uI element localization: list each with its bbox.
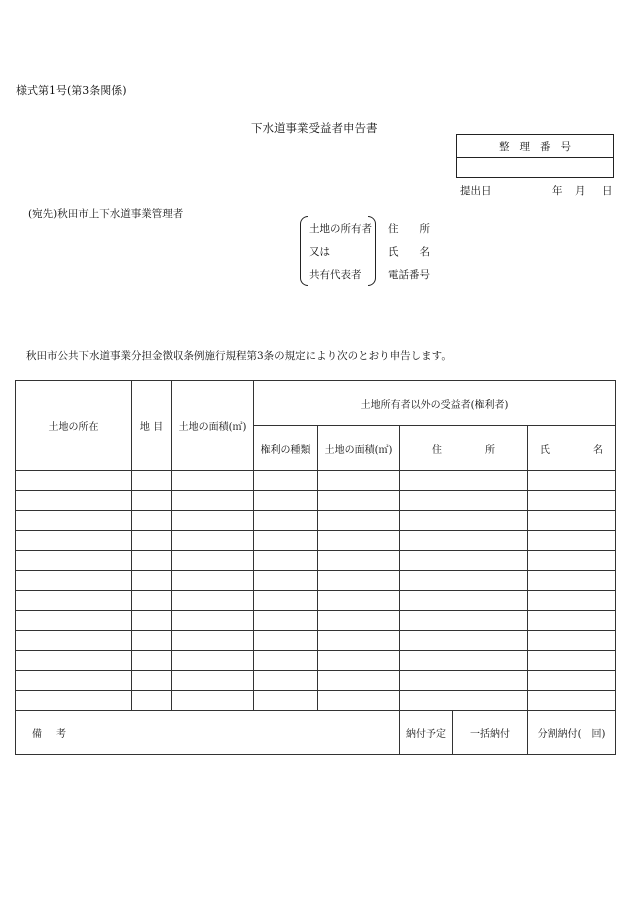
table-cell[interactable] (528, 691, 616, 711)
remarks-char-2: 考 (56, 729, 66, 740)
submission-date-label: 提出日 (460, 185, 492, 197)
reference-number-field[interactable] (457, 158, 613, 178)
table-cell[interactable] (16, 691, 132, 711)
table-cell[interactable] (16, 471, 132, 491)
table-cell[interactable] (254, 511, 318, 531)
table-cell[interactable] (132, 691, 172, 711)
table-cell[interactable] (172, 611, 254, 631)
applicant-type-or: 又は (309, 246, 330, 258)
table-cell[interactable] (254, 611, 318, 631)
table-cell[interactable] (172, 691, 254, 711)
table-cell[interactable] (400, 671, 528, 691)
table-cell[interactable] (318, 651, 400, 671)
table-cell[interactable] (132, 611, 172, 631)
applicant-phone-label: 電話番号 (388, 269, 430, 281)
header-beneficiary-area: 土地の面積(㎡) (318, 426, 400, 471)
table-cell[interactable] (172, 511, 254, 531)
table-cell[interactable] (528, 671, 616, 691)
table-cell[interactable] (528, 591, 616, 611)
applicant-type-owner: 土地の所有者 (309, 223, 372, 235)
table-cell[interactable] (172, 671, 254, 691)
table-cell[interactable] (16, 671, 132, 691)
header-address-char-2: 所 (485, 444, 495, 456)
table-cell[interactable] (318, 691, 400, 711)
table-cell[interactable] (172, 591, 254, 611)
table-cell[interactable] (132, 551, 172, 571)
table-cell[interactable] (528, 511, 616, 531)
table-cell[interactable] (528, 611, 616, 631)
table-row (16, 631, 616, 651)
table-row (16, 611, 616, 631)
table-row (16, 591, 616, 611)
table-cell[interactable] (172, 651, 254, 671)
table-cell[interactable] (400, 591, 528, 611)
submission-day-label: 日 (602, 185, 613, 197)
table-cell[interactable] (16, 531, 132, 551)
table-cell[interactable] (254, 551, 318, 571)
table-cell[interactable] (528, 651, 616, 671)
table-cell[interactable] (400, 611, 528, 631)
applicant-type-representative: 共有代表者 (309, 269, 362, 281)
table-row (16, 491, 616, 511)
table-cell[interactable] (528, 551, 616, 571)
table-row (16, 691, 616, 711)
table-cell[interactable] (318, 511, 400, 531)
table-cell[interactable] (400, 571, 528, 591)
installment-option[interactable]: 分割納付( 回) (528, 711, 616, 755)
table-cell[interactable] (318, 611, 400, 631)
table-cell[interactable] (528, 471, 616, 491)
table-cell[interactable] (400, 511, 528, 531)
table-cell[interactable] (400, 531, 528, 551)
table-row (16, 571, 616, 591)
table-cell[interactable] (172, 491, 254, 511)
declaration-statement: 秋田市公共下水道事業分担金徴収条例施行規程第3条の規定により次のとおり申告します。 (26, 350, 452, 362)
table-cell[interactable] (254, 491, 318, 511)
table-cell[interactable] (132, 491, 172, 511)
table-cell[interactable] (16, 551, 132, 571)
table-row (16, 511, 616, 531)
table-cell[interactable] (528, 631, 616, 651)
header-beneficiary-name (528, 426, 616, 471)
table-cell[interactable] (318, 531, 400, 551)
table-cell[interactable] (254, 651, 318, 671)
table-cell[interactable] (254, 471, 318, 491)
table-cell[interactable] (16, 591, 132, 611)
payment-plan-label: 納付予定 (400, 711, 453, 754)
table-cell[interactable] (132, 531, 172, 551)
applicant-address-label: 住 所 (388, 223, 430, 235)
table-cell[interactable] (132, 511, 172, 531)
table-cell[interactable] (318, 571, 400, 591)
table-cell[interactable] (528, 491, 616, 511)
table-cell[interactable] (318, 591, 400, 611)
submission-year-label: 年 (552, 185, 563, 197)
header-right-type: 権利の種類 (254, 426, 318, 471)
remarks-cell[interactable] (16, 711, 400, 755)
table-cell[interactable] (16, 511, 132, 531)
header-name-char-1: 氏 (540, 444, 550, 456)
header-land-location: 土地の所在 (16, 381, 132, 471)
table-cell[interactable] (400, 551, 528, 571)
table-cell[interactable] (254, 591, 318, 611)
table-cell[interactable] (172, 571, 254, 591)
table-cell[interactable] (16, 491, 132, 511)
table-row (16, 671, 616, 691)
table-cell[interactable] (16, 571, 132, 591)
table-cell[interactable] (400, 471, 528, 491)
table-cell[interactable] (132, 591, 172, 611)
table-cell[interactable] (528, 531, 616, 551)
table-cell[interactable] (16, 611, 132, 631)
table-cell[interactable] (132, 631, 172, 651)
table-cell[interactable] (400, 631, 528, 651)
header-other-beneficiaries: 土地所有者以外の受益者(権利者) (254, 381, 616, 426)
table-cell[interactable] (132, 671, 172, 691)
table-cell[interactable] (318, 471, 400, 491)
page-title: 下水道事業受益者申告書 (251, 121, 378, 135)
table-cell[interactable] (132, 471, 172, 491)
table-cell[interactable] (318, 551, 400, 571)
payment-plan-cell (400, 711, 528, 755)
bracket-left (300, 216, 308, 286)
table-body (16, 471, 616, 711)
applicant-name-label: 氏 名 (388, 246, 430, 258)
table-cell[interactable] (318, 631, 400, 651)
table-cell[interactable] (172, 531, 254, 551)
header-address-char-1: 住 (432, 444, 442, 456)
table-row (16, 471, 616, 491)
table-cell[interactable] (254, 671, 318, 691)
table-cell[interactable] (172, 471, 254, 491)
table-cell[interactable] (400, 691, 528, 711)
reference-number-box (456, 134, 614, 178)
form-number-label: 様式第1号(第3条関係) (16, 84, 127, 97)
table-row (16, 651, 616, 671)
header-land-area: 土地の面積(㎡) (172, 381, 254, 471)
beneficiary-table (15, 380, 616, 755)
table-cell[interactable] (318, 491, 400, 511)
lump-sum-option[interactable]: 一括納付 (470, 729, 510, 740)
table-cell[interactable] (132, 571, 172, 591)
table-cell[interactable] (318, 671, 400, 691)
table-cell[interactable] (254, 691, 318, 711)
addressee: (宛先)秋田市上下水道事業管理者 (28, 208, 184, 220)
table-row (16, 531, 616, 551)
table-cell[interactable] (16, 651, 132, 671)
table-cell[interactable] (400, 491, 528, 511)
table-cell[interactable] (132, 651, 172, 671)
table-cell[interactable] (400, 651, 528, 671)
table-cell[interactable] (254, 631, 318, 651)
table-cell[interactable] (16, 631, 132, 651)
header-beneficiary-address (400, 426, 528, 471)
submission-month-label: 月 (575, 185, 586, 197)
remarks-char-1: 備 (32, 729, 42, 740)
table-row (16, 551, 616, 571)
table-cell[interactable] (528, 571, 616, 591)
table-cell[interactable] (172, 631, 254, 651)
header-land-category: 地 目 (132, 381, 172, 471)
table-cell[interactable] (172, 551, 254, 571)
table-cell[interactable] (254, 531, 318, 551)
reference-number-label: 整理番号 (457, 135, 613, 158)
header-name-char-2: 名 (593, 444, 603, 456)
table-cell[interactable] (254, 571, 318, 591)
